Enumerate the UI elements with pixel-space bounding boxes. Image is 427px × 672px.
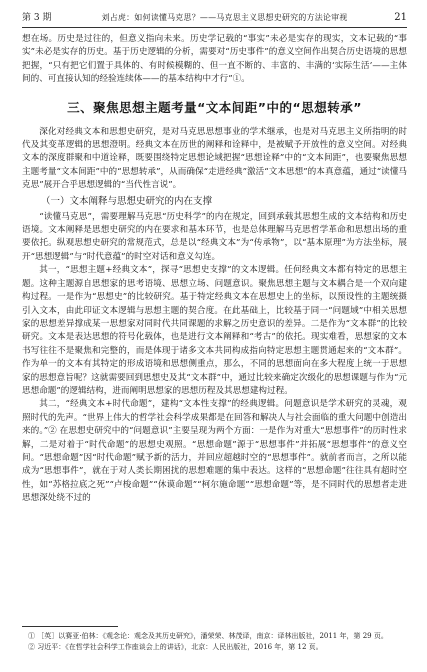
running-title: 刘占虎：如何读懂马克思？——马克思主义思想史研究的方法论审视 xyxy=(101,13,348,22)
paragraph-second-point: 其二，“经典文本+时代命题”，建构“文本性支撑”的经典逻辑。问题意识是学术研究的灵魂，观照时代的先声。“世界上伟大的哲学社会科学成果都是在回答和解决人与社会面临的重大问题中创造出来的。”② 在思想史研究中的“问题意识”主要呈现为两个方面：一是作为对重大“思想事件”的历时性求解，二是对着于“时代命题”的思想史观照。“思想命题”源于“思想事件”并拓展“思想事件”的意义空间。“思想命题”因“时代命题”赋予新的活力，并回应超越时空的“思想事件”。就前者而言，之所以能成为“思想事件”，就在于对人类长期困扰的思想难题的集中表达。这样的“思想命题”往往具有超时空性，如“苏格拉底之死”“卢梭命题”“休谟命题”“柯尔施命题”“思想命题”等，是不同时代的思想者走进思想深处绕不过的 xyxy=(22,399,407,504)
footnote-1: ① ［英］以赛亚·伯林：《观念论：观念及其历史研究》，潘荣荣、林茂译，南京：译林出版社，2011 年，第 29 页。 xyxy=(28,632,388,640)
sub-heading: （一）文本阐释与思想史研究的内在支撑 xyxy=(41,195,213,207)
header-rule xyxy=(22,27,407,28)
issue-number: 第 3 期 xyxy=(22,13,52,23)
section-heading: 三、聚焦思想主题考量“文本间距”中的“思想转承” xyxy=(67,99,362,115)
paragraph-continuation: 想在场。历史是过往的，但意义指向未来。历史学记载的“事实”未必是实存的现实，文本记载的“事实”未必是实存的历史。基于历史逻辑的分析，需要对“历史事件”的意义空间作出契合历史语境的思想把握，“只有把它们置于具体的、有时候模糊的、但一直不断的、丰富的、丰满的‘实际生活’——主体间的、可直接认知的经验连续体——的基本结构中才行”①。 xyxy=(22,34,407,85)
page-header xyxy=(22,10,407,24)
footnote-rule xyxy=(22,626,118,627)
paragraph-intro: 深化对经典文本和思想史研究，是对马克思思想事业的学术继承，也是对马克思主义所指明的时代及其变革逻辑的思想澄明。经典文本在历世的阐释和诠释中，是被赋予开放性的意义空间。对经典文本的深度群聚和中道诠释，既要围绕特定思想论域把握“思想诠释”中的“文本间距”，也要聚焦思想主题考量“文本间距”中的“思想转承”，从而确保“走进经典”激活“文本思想”的本真意蕴，通过“读懂马克思”展开合乎思想逻辑的“当代性言说”。 xyxy=(22,126,407,191)
footnote-2: ② 习近平：《在哲学社会科学工作座谈会上的讲话》，北京：人民出版社，2016 年，第 12 页。 xyxy=(28,643,323,651)
page-number: 21 xyxy=(394,12,407,23)
footnotes xyxy=(22,626,407,653)
paragraph-first-point: 其一，“思想主题+经典文本”，探寻“思想史支撑”的文本逻辑。任何经典文本都有特定的思想主题。这种主题源自思想家的思考语境、思想立场、问题意识。聚焦思想主题与文本耦合是一个双向建构过程。一是作为“思想史”的比较研究。基于特定经典文本在思想史上的坐标，以预设性的主题统摄引入文本，由此印证文本逻辑与思想主题的契合度。在此基础上，比较基于同一“问题域”中相关思想家的思想差异撑成某一思想家对同时代共同课题的求解之历史意识的差异。二是作为“文本群”的比较研究。文本是表达思想的符号化载体，也是进行文本阐释和“考古”的依托。现实难看，思想家的文本书写往往不是聚焦和完整的，而是体现于诸多文本共同构成指向特定思想主题贯通起来的“文本群”。作为单一的文本有其特定的形成语境和思想侧重点，那么，不同的思想面向在多大程度上统一于思想家的思想意旨呢？这就需要回到思想史及其“文本群”中，通过比较来确定次级化的思想课题与作为“元思想命题”的逻辑结构，进而阐明思想家的思想历程及其思想建构过程。 xyxy=(22,265,407,396)
paragraph-reading-marx: “读懂马克思”，需要理解马克思“历史科学”的内在规定，回到承载其思想生成的文本结构和历史语境。文本阐释是思想史研究的内在要求和基本环节，也是总体理解马克思哲学革命和思想出场的重要依托。纵观思想史研究的常规范式，总是以“经典文本”为“传承物”，以“基本原理”为方法坐标，展开“思想逻辑”与“时代意蕴”的时空对话和意义勾连。 xyxy=(22,211,407,262)
